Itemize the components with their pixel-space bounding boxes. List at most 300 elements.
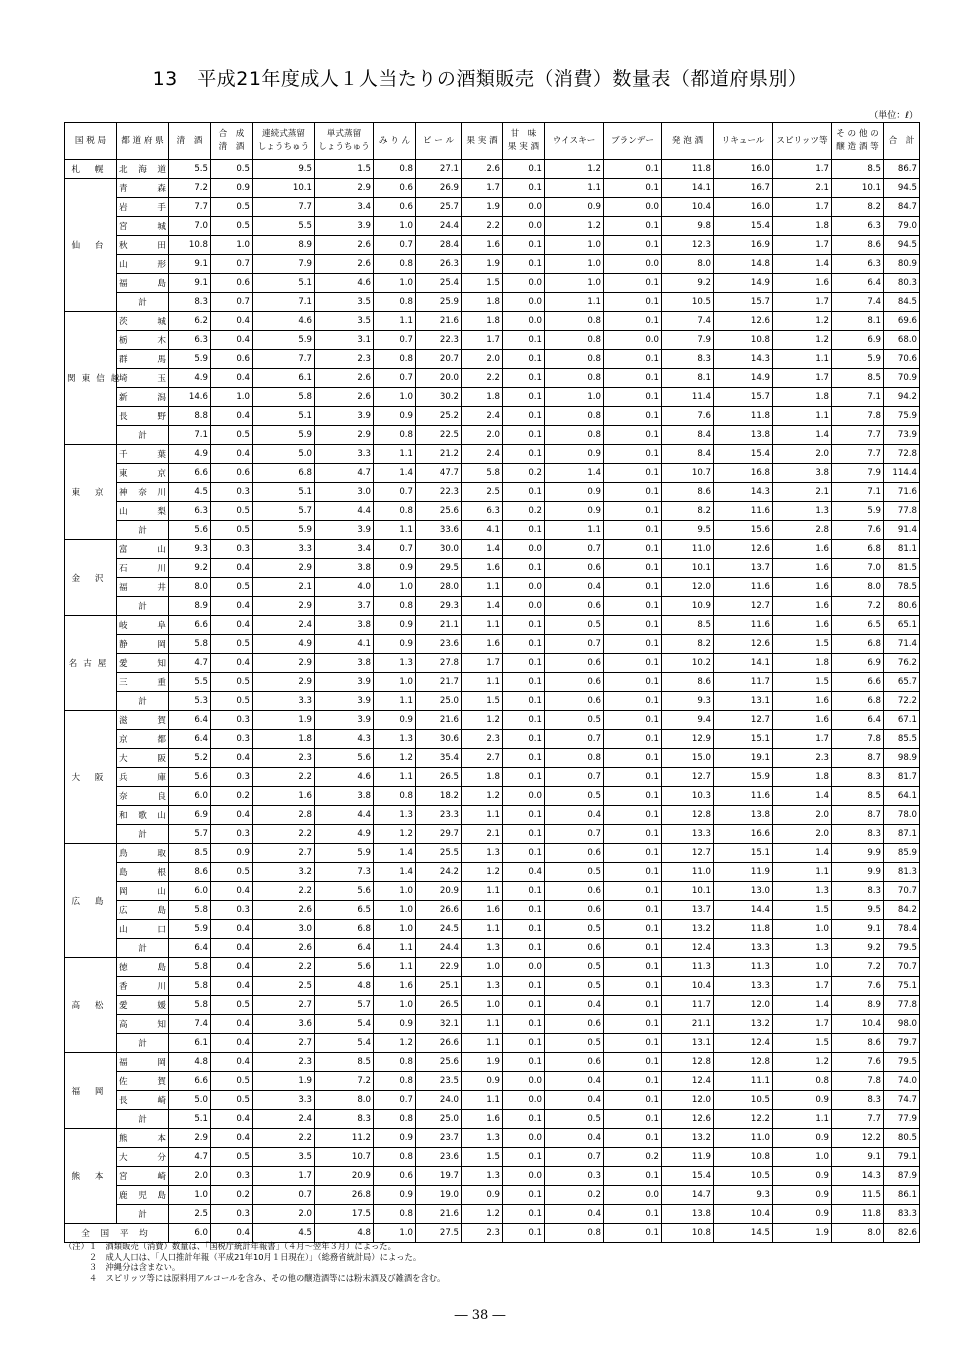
value-cell: 13.2 <box>714 1015 773 1034</box>
value-cell: 7.0 <box>169 217 211 236</box>
value-cell: 8.9 <box>169 597 211 616</box>
value-cell: 9.9 <box>832 863 884 882</box>
value-cell: 4.3 <box>315 730 374 749</box>
value-cell: 4.9 <box>253 635 315 654</box>
prefecture-cell: 山形 <box>117 255 169 274</box>
value-cell: 87.9 <box>884 1167 920 1186</box>
value-cell: 2.9 <box>169 1129 211 1148</box>
value-cell: 0.4 <box>545 996 604 1015</box>
subtotal-row <box>65 597 920 616</box>
value-cell: 0.1 <box>503 445 545 464</box>
value-cell: 6.4 <box>169 730 211 749</box>
value-cell: 26.5 <box>416 996 462 1015</box>
table-row <box>65 1129 920 1148</box>
value-cell: 13.0 <box>714 882 773 901</box>
value-cell: 0.5 <box>211 217 253 236</box>
bureau-cell: 高 松 <box>65 958 117 1053</box>
value-cell: 0.1 <box>604 540 662 559</box>
value-cell: 9.4 <box>662 711 714 730</box>
prefecture-cell: 福岡 <box>117 1053 169 1072</box>
column-header: スピリッツ等 <box>773 123 832 160</box>
value-cell: 5.7 <box>169 825 211 844</box>
value-cell: 0.8 <box>374 1205 416 1224</box>
value-cell: 9.1 <box>832 920 884 939</box>
subtotal-row <box>65 825 920 844</box>
value-cell: 0.9 <box>211 179 253 198</box>
table-row <box>65 635 920 654</box>
value-cell: 0.6 <box>545 844 604 863</box>
value-cell: 1.8 <box>462 312 503 331</box>
subtotal-row <box>65 293 920 312</box>
value-cell: 0.1 <box>503 160 545 179</box>
value-cell: 8.6 <box>832 236 884 255</box>
value-cell: 2.2 <box>253 958 315 977</box>
value-cell: 0.4 <box>545 1205 604 1224</box>
value-cell: 19.0 <box>416 1186 462 1205</box>
value-cell: 1.1 <box>374 692 416 711</box>
subtotal-label: 計 <box>117 521 169 540</box>
value-cell: 25.7 <box>416 198 462 217</box>
value-cell: 4.4 <box>315 806 374 825</box>
value-cell: 0.4 <box>211 1224 253 1243</box>
value-cell: 65.7 <box>884 673 920 692</box>
value-cell: 23.5 <box>416 1072 462 1091</box>
value-cell: 0.1 <box>604 1110 662 1129</box>
value-cell: 7.8 <box>832 1072 884 1091</box>
prefecture-cell: 群馬 <box>117 350 169 369</box>
value-cell: 0.1 <box>503 483 545 502</box>
value-cell: 94.2 <box>884 388 920 407</box>
value-cell: 0.7 <box>374 1091 416 1110</box>
value-cell: 1.1 <box>374 939 416 958</box>
value-cell: 0.6 <box>545 882 604 901</box>
value-cell: 71.4 <box>884 635 920 654</box>
value-cell: 0.0 <box>503 1167 545 1186</box>
value-cell: 14.9 <box>714 369 773 388</box>
value-cell: 7.9 <box>662 331 714 350</box>
value-cell: 6.5 <box>832 616 884 635</box>
value-cell: 75.1 <box>884 977 920 996</box>
value-cell: 0.5 <box>545 787 604 806</box>
value-cell: 71.6 <box>884 483 920 502</box>
bureau-cell: 東 京 <box>65 445 117 540</box>
value-cell: 2.3 <box>462 730 503 749</box>
value-cell: 3.6 <box>253 1015 315 1034</box>
value-cell: 5.4 <box>315 1015 374 1034</box>
value-cell: 14.1 <box>714 654 773 673</box>
value-cell: 11.9 <box>714 863 773 882</box>
value-cell: 4.8 <box>315 1224 374 1243</box>
value-cell: 21.1 <box>416 616 462 635</box>
value-cell: 5.8 <box>253 388 315 407</box>
value-cell: 1.0 <box>374 578 416 597</box>
value-cell: 6.0 <box>169 1224 211 1243</box>
value-cell: 0.4 <box>545 806 604 825</box>
value-cell: 0.1 <box>604 692 662 711</box>
value-cell: 0.1 <box>604 1167 662 1186</box>
table-row <box>65 388 920 407</box>
value-cell: 9.1 <box>169 255 211 274</box>
value-cell: 7.1 <box>832 483 884 502</box>
value-cell: 1.4 <box>462 597 503 616</box>
value-cell: 1.8 <box>773 217 832 236</box>
value-cell: 1.3 <box>374 730 416 749</box>
value-cell: 87.1 <box>884 825 920 844</box>
value-cell: 2.2 <box>253 825 315 844</box>
value-cell: 1.3 <box>773 939 832 958</box>
subtotal-row <box>65 1110 920 1129</box>
value-cell: 1.9 <box>462 255 503 274</box>
value-cell: 1.0 <box>773 1148 832 1167</box>
value-cell: 2.5 <box>169 1205 211 1224</box>
value-cell: 0.9 <box>773 1186 832 1205</box>
value-cell: 4.7 <box>169 1148 211 1167</box>
value-cell: 10.1 <box>832 179 884 198</box>
value-cell: 1.4 <box>545 464 604 483</box>
value-cell: 0.5 <box>545 1034 604 1053</box>
prefecture-cell: 京都 <box>117 730 169 749</box>
page-title: 13 平成21年度成人１人当たりの酒類販売（消費）数量表（都道府県別） <box>152 68 808 90</box>
value-cell: 0.9 <box>545 198 604 217</box>
value-cell: 35.4 <box>416 749 462 768</box>
value-cell: 6.4 <box>169 939 211 958</box>
value-cell: 3.8 <box>315 787 374 806</box>
value-cell: 1.0 <box>169 1186 211 1205</box>
value-cell: 0.9 <box>773 1205 832 1224</box>
value-cell: 5.3 <box>169 692 211 711</box>
table-row <box>65 977 920 996</box>
value-cell: 0.8 <box>374 350 416 369</box>
table-row <box>65 730 920 749</box>
value-cell: 2.1 <box>253 578 315 597</box>
value-cell: 0.5 <box>211 1148 253 1167</box>
subtotal-row <box>65 521 920 540</box>
value-cell: 1.3 <box>462 977 503 996</box>
table-row <box>65 1072 920 1091</box>
table-row <box>65 236 920 255</box>
value-cell: 6.2 <box>169 312 211 331</box>
prefecture-cell: 北海道 <box>117 160 169 179</box>
value-cell: 0.9 <box>374 1129 416 1148</box>
value-cell: 9.2 <box>832 939 884 958</box>
value-cell: 0.1 <box>604 179 662 198</box>
value-cell: 0.4 <box>211 407 253 426</box>
value-cell: 79.0 <box>884 217 920 236</box>
value-cell: 11.6 <box>714 502 773 521</box>
value-cell: 4.8 <box>169 1053 211 1072</box>
value-cell: 2.2 <box>253 882 315 901</box>
value-cell: 11.6 <box>714 616 773 635</box>
value-cell: 4.6 <box>253 312 315 331</box>
value-cell: 25.9 <box>416 293 462 312</box>
subtotal-label: 計 <box>117 1205 169 1224</box>
table-row <box>65 711 920 730</box>
value-cell: 0.1 <box>604 502 662 521</box>
value-cell: 2.5 <box>462 483 503 502</box>
value-cell: 2.9 <box>315 179 374 198</box>
value-cell: 1.7 <box>773 236 832 255</box>
value-cell: 33.6 <box>416 521 462 540</box>
value-cell: 8.0 <box>832 578 884 597</box>
value-cell: 4.9 <box>315 825 374 844</box>
prefecture-cell: 岡山 <box>117 882 169 901</box>
value-cell: 20.7 <box>416 350 462 369</box>
value-cell: 5.0 <box>169 1091 211 1110</box>
value-cell: 14.7 <box>662 1186 714 1205</box>
value-cell: 2.0 <box>462 350 503 369</box>
value-cell: 10.5 <box>662 293 714 312</box>
value-cell: 0.1 <box>503 749 545 768</box>
value-cell: 14.3 <box>714 483 773 502</box>
value-cell: 10.8 <box>169 236 211 255</box>
value-cell: 4.5 <box>253 1224 315 1243</box>
value-cell: 3.9 <box>315 521 374 540</box>
value-cell: 3.8 <box>315 616 374 635</box>
value-cell: 0.9 <box>374 1186 416 1205</box>
value-cell: 25.6 <box>416 1053 462 1072</box>
column-header: 果 実 酒 <box>462 123 503 160</box>
value-cell: 3.3 <box>253 1091 315 1110</box>
value-cell: 3.7 <box>315 597 374 616</box>
value-cell: 6.9 <box>832 331 884 350</box>
value-cell: 0.5 <box>211 996 253 1015</box>
value-cell: 1.3 <box>773 502 832 521</box>
value-cell: 21.7 <box>416 673 462 692</box>
value-cell: 2.9 <box>315 426 374 445</box>
value-cell: 1.4 <box>773 255 832 274</box>
value-cell: 6.9 <box>832 654 884 673</box>
value-cell: 12.0 <box>714 996 773 1015</box>
value-cell: 0.7 <box>545 1148 604 1167</box>
value-cell: 1.5 <box>773 901 832 920</box>
value-cell: 0.5 <box>211 635 253 654</box>
value-cell: 0.1 <box>503 236 545 255</box>
prefecture-cell: 石川 <box>117 559 169 578</box>
value-cell: 9.5 <box>253 160 315 179</box>
value-cell: 75.9 <box>884 407 920 426</box>
value-cell: 76.2 <box>884 654 920 673</box>
value-cell: 7.7 <box>253 350 315 369</box>
value-cell: 79.7 <box>884 1034 920 1053</box>
value-cell: 27.1 <box>416 160 462 179</box>
value-cell: 2.4 <box>253 616 315 635</box>
table-row <box>65 806 920 825</box>
value-cell: 24.2 <box>416 863 462 882</box>
value-cell: 6.8 <box>832 540 884 559</box>
value-cell: 73.9 <box>884 426 920 445</box>
value-cell: 5.7 <box>315 996 374 1015</box>
value-cell: 5.4 <box>315 1034 374 1053</box>
value-cell: 10.4 <box>832 1015 884 1034</box>
column-header: ウイスキー <box>545 123 604 160</box>
value-cell: 12.0 <box>662 1091 714 1110</box>
value-cell: 0.1 <box>604 426 662 445</box>
value-cell: 3.9 <box>315 217 374 236</box>
column-header: そ の 他 の 醸 造 酒 等 <box>832 123 884 160</box>
value-cell: 5.5 <box>253 217 315 236</box>
value-cell: 1.9 <box>253 1072 315 1091</box>
value-cell: 1.5 <box>462 274 503 293</box>
value-cell: 80.9 <box>884 255 920 274</box>
value-cell: 0.4 <box>211 977 253 996</box>
value-cell: 0.1 <box>503 730 545 749</box>
subtotal-label: 計 <box>117 825 169 844</box>
value-cell: 1.6 <box>773 578 832 597</box>
value-cell: 1.7 <box>773 198 832 217</box>
value-cell: 3.5 <box>315 312 374 331</box>
value-cell: 0.9 <box>374 711 416 730</box>
table-row <box>65 312 920 331</box>
prefecture-cell: 埼玉 <box>117 369 169 388</box>
value-cell: 12.3 <box>662 236 714 255</box>
value-cell: 7.2 <box>832 958 884 977</box>
value-cell: 0.1 <box>503 825 545 844</box>
value-cell: 0.8 <box>374 1072 416 1091</box>
prefecture-cell: 青森 <box>117 179 169 198</box>
value-cell: 0.8 <box>545 331 604 350</box>
value-cell: 1.1 <box>374 521 416 540</box>
value-cell: 7.6 <box>832 1053 884 1072</box>
table-row <box>65 464 920 483</box>
value-cell: 0.8 <box>545 426 604 445</box>
value-cell: 2.6 <box>315 236 374 255</box>
prefecture-cell: 福島 <box>117 274 169 293</box>
value-cell: 15.1 <box>714 844 773 863</box>
value-cell: 78.0 <box>884 806 920 825</box>
value-cell: 1.6 <box>773 559 832 578</box>
prefecture-cell: 佐賀 <box>117 1072 169 1091</box>
value-cell: 1.8 <box>462 388 503 407</box>
value-cell: 0.1 <box>503 350 545 369</box>
value-cell: 14.6 <box>169 388 211 407</box>
value-cell: 10.8 <box>662 1224 714 1243</box>
value-cell: 3.9 <box>315 692 374 711</box>
value-cell: 7.8 <box>832 730 884 749</box>
value-cell: 1.2 <box>773 331 832 350</box>
value-cell: 12.7 <box>714 711 773 730</box>
value-cell: 2.6 <box>315 255 374 274</box>
value-cell: 12.8 <box>662 1053 714 1072</box>
value-cell: 10.1 <box>253 179 315 198</box>
value-cell: 15.4 <box>662 1167 714 1186</box>
value-cell: 26.5 <box>416 768 462 787</box>
value-cell: 0.1 <box>503 1205 545 1224</box>
value-cell: 1.4 <box>773 426 832 445</box>
value-cell: 9.2 <box>169 559 211 578</box>
value-cell: 0.4 <box>545 1129 604 1148</box>
value-cell: 6.8 <box>253 464 315 483</box>
value-cell: 2.6 <box>253 939 315 958</box>
value-cell: 77.9 <box>884 1110 920 1129</box>
subtotal-row <box>65 1205 920 1224</box>
value-cell: 11.8 <box>662 160 714 179</box>
value-cell: 10.2 <box>662 654 714 673</box>
value-cell: 84.2 <box>884 901 920 920</box>
value-cell: 1.2 <box>545 160 604 179</box>
value-cell: 0.3 <box>211 1167 253 1186</box>
value-cell: 1.6 <box>374 977 416 996</box>
value-cell: 0.3 <box>211 711 253 730</box>
value-cell: 1.2 <box>773 312 832 331</box>
value-cell: 0.1 <box>503 977 545 996</box>
value-cell: 0.1 <box>503 559 545 578</box>
prefecture-cell: 山口 <box>117 920 169 939</box>
value-cell: 1.2 <box>374 1034 416 1053</box>
value-cell: 0.0 <box>503 293 545 312</box>
value-cell: 4.0 <box>315 578 374 597</box>
value-cell: 8.1 <box>832 312 884 331</box>
table-row <box>65 1167 920 1186</box>
value-cell: 91.4 <box>884 521 920 540</box>
value-cell: 0.1 <box>604 939 662 958</box>
table-row <box>65 540 920 559</box>
value-cell: 1.5 <box>773 635 832 654</box>
value-cell: 6.1 <box>169 1034 211 1053</box>
value-cell: 2.7 <box>253 996 315 1015</box>
value-cell: 8.2 <box>832 198 884 217</box>
value-cell: 5.6 <box>315 958 374 977</box>
value-cell: 0.8 <box>374 293 416 312</box>
value-cell: 0.2 <box>545 1186 604 1205</box>
value-cell: 0.1 <box>604 1091 662 1110</box>
prefecture-cell: 新潟 <box>117 388 169 407</box>
value-cell: 11.0 <box>662 863 714 882</box>
bureau-cell: 広 島 <box>65 844 117 958</box>
value-cell: 8.3 <box>832 825 884 844</box>
value-cell: 8.7 <box>832 806 884 825</box>
value-cell: 29.3 <box>416 597 462 616</box>
value-cell: 0.4 <box>211 616 253 635</box>
value-cell: 13.1 <box>662 1034 714 1053</box>
value-cell: 0.0 <box>503 1091 545 1110</box>
value-cell: 0.5 <box>545 616 604 635</box>
value-cell: 23.6 <box>416 1148 462 1167</box>
value-cell: 0.4 <box>211 939 253 958</box>
value-cell: 2.9 <box>253 673 315 692</box>
value-cell: 0.4 <box>211 1015 253 1034</box>
value-cell: 1.7 <box>462 331 503 350</box>
value-cell: 1.4 <box>374 844 416 863</box>
value-cell: 0.5 <box>211 673 253 692</box>
value-cell: 86.7 <box>884 160 920 179</box>
column-header: ブランデー <box>604 123 662 160</box>
value-cell: 0.9 <box>374 559 416 578</box>
unit-label: （単位：ℓ） <box>869 111 918 121</box>
prefecture-cell: 山梨 <box>117 502 169 521</box>
value-cell: 79.1 <box>884 1148 920 1167</box>
value-cell: 0.8 <box>374 1053 416 1072</box>
value-cell: 21.6 <box>416 711 462 730</box>
value-cell: 1.0 <box>211 236 253 255</box>
bureau-cell: 関東信越 <box>65 312 117 445</box>
value-cell: 8.3 <box>662 350 714 369</box>
value-cell: 1.1 <box>462 673 503 692</box>
value-cell: 3.3 <box>253 540 315 559</box>
value-cell: 21.6 <box>416 312 462 331</box>
value-cell: 32.1 <box>416 1015 462 1034</box>
value-cell: 1.5 <box>462 692 503 711</box>
value-cell: 13.3 <box>662 825 714 844</box>
value-cell: 0.0 <box>503 274 545 293</box>
value-cell: 1.0 <box>374 920 416 939</box>
value-cell: 16.0 <box>714 160 773 179</box>
value-cell: 0.4 <box>211 1129 253 1148</box>
value-cell: 0.4 <box>545 578 604 597</box>
value-cell: 1.1 <box>773 863 832 882</box>
value-cell: 0.1 <box>604 1053 662 1072</box>
value-cell: 0.3 <box>211 825 253 844</box>
value-cell: 12.7 <box>662 768 714 787</box>
